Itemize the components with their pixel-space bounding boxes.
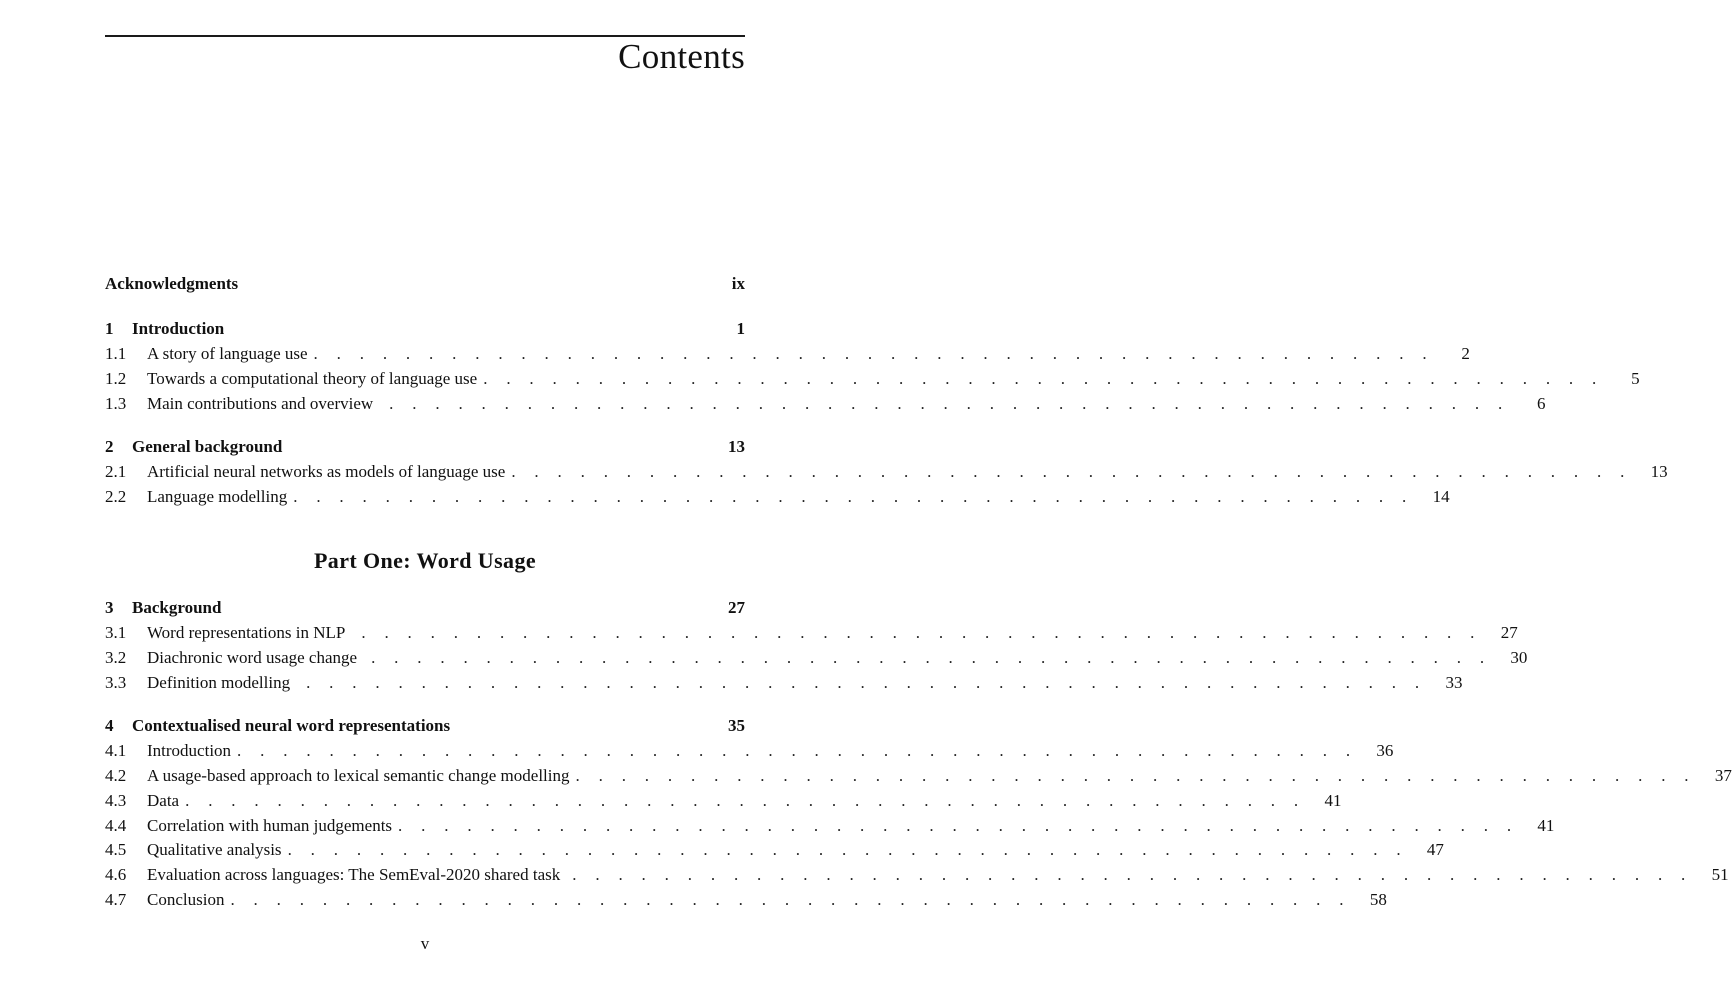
section-number: 3.1: [105, 623, 127, 642]
section-page: 13: [1650, 462, 1668, 481]
chapter-page: 27: [728, 598, 745, 617]
section-number: 3.2: [105, 648, 127, 667]
dot-leader: . . . . . . . . . . . . . . . . . . . . . . . . . . . . . . . . . . . . . . . . . . . . . . . . .: [483, 369, 1604, 388]
section-title: Artificial neural networks as models of language use: [147, 462, 506, 481]
chapter-title: Contextualised neural word representations: [132, 716, 451, 735]
section-title: Definition modelling: [147, 673, 291, 692]
dot-leader: . . . . . . . . . . . . . . . . . . . . . . . . . . . . . . . . . . . . . . . . . . . . . . . . .: [575, 766, 1696, 785]
toc-section-3-3[interactable]: [105, 671, 1463, 695]
toc-section-4-2[interactable]: [105, 764, 1732, 788]
dot-leader: . . . . . . . . . . . . . . . . . . . . . . . . . . . . . . . . . . . . . . . . . . . . . . . . .: [371, 648, 1492, 667]
section-number: 4.3: [105, 791, 127, 810]
section-number: 4.2: [105, 766, 127, 785]
dot-leader: . . . . . . . . . . . . . . . . . . . . . . . . . . . . . . . . . . . . . . . . . . . . . . . . .: [185, 791, 1306, 810]
chapter-page: 13: [728, 437, 745, 456]
section-number: 1.3: [105, 394, 127, 413]
section-page: 36: [1376, 741, 1394, 760]
section-page: 27: [1500, 623, 1518, 642]
toc-entry-title: Acknowledgments: [105, 274, 239, 293]
section-number: 4.5: [105, 840, 127, 859]
toc-section-4-3[interactable]: [105, 789, 1342, 813]
section-title: Diachronic word usage change: [147, 648, 358, 667]
toc-entry-page: ix: [731, 274, 745, 293]
section-number: 1.2: [105, 369, 127, 388]
section-title: Introduction: [147, 741, 232, 760]
section-page: 47: [1426, 840, 1444, 859]
section-number: 4.1: [105, 741, 127, 760]
part-one-title: Part One: Word Usage: [313, 548, 537, 573]
dot-leader: . . . . . . . . . . . . . . . . . . . . . . . . . . . . . . . . . . . . . . . . . . . . . . . . .: [287, 840, 1408, 859]
chapter-number: 4: [105, 716, 114, 735]
toc-chapter-1[interactable]: [105, 317, 745, 341]
toc-chapter-2[interactable]: [105, 435, 745, 459]
toc-section-4-7[interactable]: [105, 888, 1387, 912]
section-number: 2.1: [105, 462, 127, 481]
section-number: 2.2: [105, 487, 127, 506]
section-title: A story of language use: [147, 344, 308, 363]
dot-leader: . . . . . . . . . . . . . . . . . . . . . . . . . . . . . . . . . . . . . . . . . . . . . . . . .: [230, 890, 1351, 909]
section-page: 41: [1537, 816, 1555, 835]
section-title: Data: [147, 791, 180, 810]
toc-section-4-5[interactable]: [105, 838, 1444, 862]
section-title: A usage-based approach to lexical semantic change modelling: [147, 766, 570, 785]
chapter-title: Background: [132, 598, 222, 617]
toc-section-4-6[interactable]: [105, 863, 1729, 887]
toc-entry-acknowledgments[interactable]: [105, 272, 745, 296]
section-page: 14: [1432, 487, 1450, 506]
toc-section-3-2[interactable]: [105, 646, 1528, 670]
section-page: 2: [1461, 344, 1470, 363]
section-title: Main contributions and overview: [147, 394, 374, 413]
dot-leader: . . . . . . . . . . . . . . . . . . . . . . . . . . . . . . . . . . . . . . . . . . . . . . . . .: [511, 462, 1632, 481]
section-title: Correlation with human judgements: [147, 816, 393, 835]
chapter-page: 35: [728, 716, 745, 735]
toc-section-3-1[interactable]: [105, 621, 1518, 645]
section-page: 6: [1537, 394, 1546, 413]
section-number: 3.3: [105, 673, 127, 692]
dot-leader: . . . . . . . . . . . . . . . . . . . . . . . . . . . . . . . . . . . . . . . . . . . . . . . . .: [398, 816, 1519, 835]
section-title: Language modelling: [147, 487, 288, 506]
dot-leader: . . . . . . . . . . . . . . . . . . . . . . . . . . . . . . . . . . . . . . . . . . . . . . . . .: [293, 487, 1414, 506]
dot-leader: . . . . . . . . . . . . . . . . . . . . . . . . . . . . . . . . . . . . . . . . . . . . . . . . .: [389, 394, 1510, 413]
section-page: 58: [1369, 890, 1387, 909]
chapter-number: 3: [105, 598, 114, 617]
section-title: Evaluation across languages: The SemEval-2020 shared task: [147, 865, 561, 884]
section-title: Qualitative analysis: [147, 840, 282, 859]
section-title: Conclusion: [147, 890, 225, 909]
section-number: 4.4: [105, 816, 127, 835]
section-number: 4.6: [105, 865, 127, 884]
toc-section-2-2[interactable]: [105, 485, 1450, 509]
dot-leader: . . . . . . . . . . . . . . . . . . . . . . . . . . . . . . . . . . . . . . . . . . . . . . . . .: [306, 673, 1427, 692]
dot-leader: . . . . . . . . . . . . . . . . . . . . . . . . . . . . . . . . . . . . . . . . . . . . . . . . .: [572, 865, 1693, 884]
page-number: v: [420, 934, 430, 953]
chapter-page: 1: [736, 319, 745, 338]
toc-section-1-1[interactable]: [105, 342, 1470, 366]
section-page: 51: [1711, 865, 1729, 884]
chapter-number: 2: [105, 437, 114, 456]
toc-chapter-4[interactable]: [105, 714, 745, 738]
section-page: 5: [1631, 369, 1640, 388]
dot-leader: . . . . . . . . . . . . . . . . . . . . . . . . . . . . . . . . . . . . . . . . . . . . . . . . .: [361, 623, 1482, 642]
chapter-title: General background: [132, 437, 283, 456]
toc-section-1-3[interactable]: [105, 392, 1546, 416]
section-page: 41: [1324, 791, 1342, 810]
section-number: 1.1: [105, 344, 127, 363]
section-page: 33: [1445, 673, 1463, 692]
toc-section-2-1[interactable]: [105, 460, 1668, 484]
chapter-number: 1: [105, 319, 114, 338]
contents-heading: Contents: [618, 37, 745, 76]
section-number: 4.7: [105, 890, 127, 909]
dot-leader: . . . . . . . . . . . . . . . . . . . . . . . . . . . . . . . . . . . . . . . . . . . . . . . . .: [237, 741, 1358, 760]
toc-chapter-3[interactable]: [105, 596, 745, 620]
toc-section-4-4[interactable]: [105, 814, 1555, 838]
chapter-title: Introduction: [132, 319, 225, 338]
dot-leader: . . . . . . . . . . . . . . . . . . . . . . . . . . . . . . . . . . . . . . . . . . . . . . . . .: [313, 344, 1434, 363]
section-title: Word representations in NLP: [147, 623, 346, 642]
section-title: Towards a computational theory of language use: [147, 369, 478, 388]
section-page: 37: [1714, 766, 1732, 785]
section-page: 30: [1510, 648, 1528, 667]
toc-section-1-2[interactable]: [105, 367, 1640, 391]
toc-section-4-1[interactable]: [105, 739, 1394, 763]
